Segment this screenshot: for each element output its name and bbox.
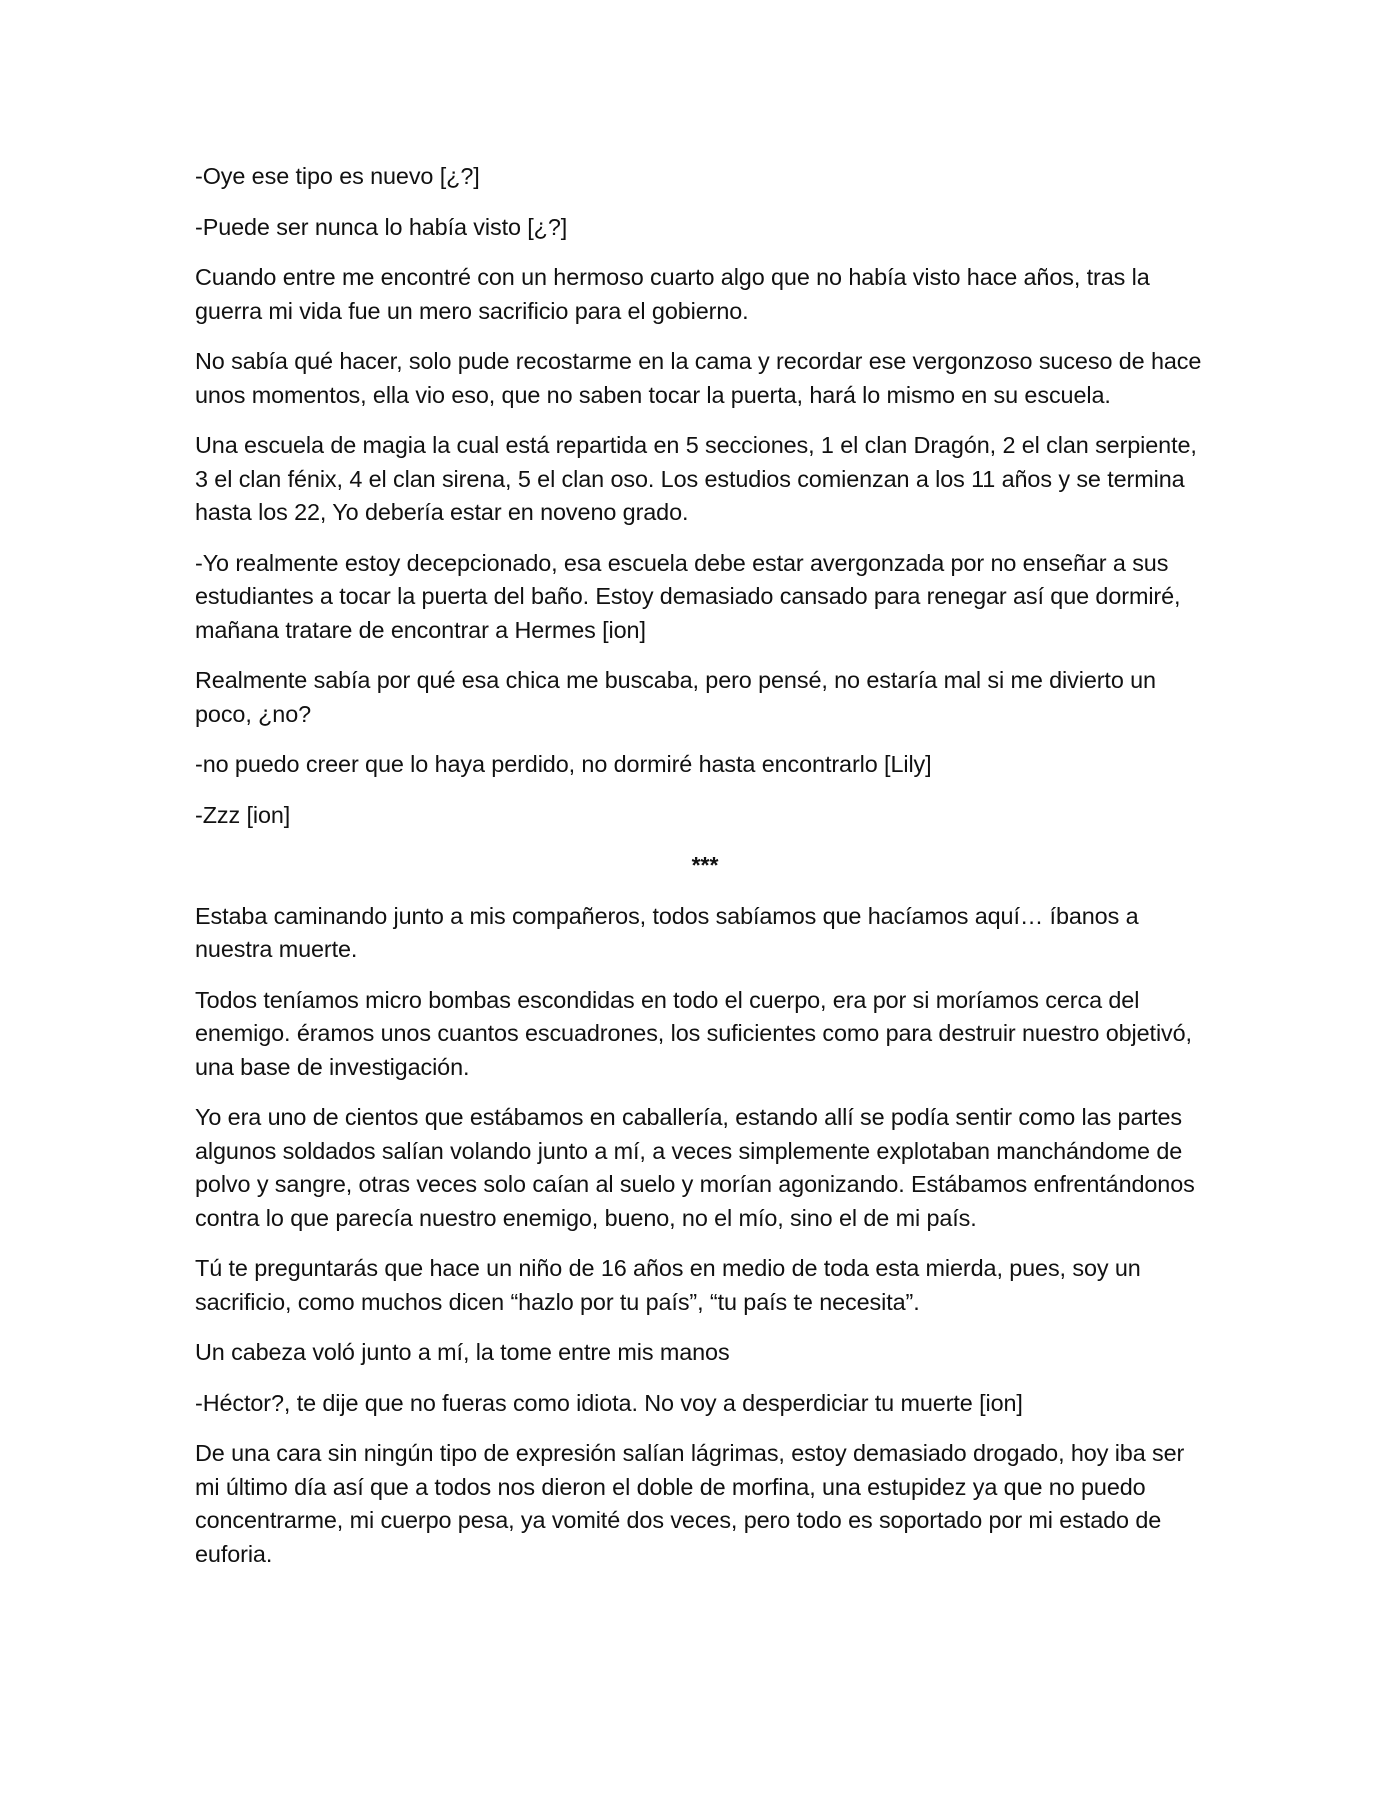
paragraph: Estaba caminando junto a mis compañeros, todos sabíamos que hacíamos aquí… íbanos a nuestra muerte. <box>195 902 1139 962</box>
paragraph: No sabía qué hacer, solo pude recostarme en la cama y recordar ese vergonzoso suceso de hace unos momentos, ella vio eso, que no saben tocar la puerta, hará lo mismo en su escuela. <box>195 348 1202 408</box>
paragraph: -Yo realmente estoy decepcionado, esa escuela debe estar avergonzada por no enseñar a sus estudiantes a tocar la puerta del baño. Estoy demasiado cansado para renegar así que dormiré, mañana tratare de encontrar a Hermes [ion] <box>195 549 1181 643</box>
paragraph: Un cabeza voló junto a mí, la tome entre mis manos <box>195 1339 730 1365</box>
document-body <box>195 160 1215 1588</box>
section-separator: *** <box>691 852 719 878</box>
paragraph: Todos teníamos micro bombas escondidas en todo el cuerpo, era por si moríamos cerca del enemigo. éramos unos cuantos escuadrones, los suficientes como para destruir nuestro objetivó, una base de investigación. <box>195 986 1192 1080</box>
paragraph: -Zzz [ion] <box>195 801 291 828</box>
paragraph: -Oye ese tipo es nuevo [¿?] <box>195 163 480 189</box>
paragraph: Tú te preguntarás que hace un niño de 16 años en medio de toda esta mierda, pues, soy un sacrificio, como muchos dicen “hazlo por tu país”, “tu país te necesita”. <box>195 1255 1141 1315</box>
paragraph: De una cara sin ningún tipo de expresión salían lágrimas, estoy demasiado drogado, hoy iba ser mi último día así que a todos nos dieron el doble de morfina, una estupidez ya que no puedo concentrarme, mi cuerpo pesa, ya vomité dos veces, pero todo es soportado por mi estado de euforia. <box>195 1440 1185 1567</box>
paragraph: Una escuela de magia la cual está repartida en 5 secciones, 1 el clan Dragón, 2 el clan serpiente, 3 el clan fénix, 4 el clan sirena, 5 el clan oso. Los estudios comienzan a los 11 años y se termina hasta los 22, Yo debería estar en noveno grado. <box>195 432 1197 525</box>
paragraph: Yo era uno de cientos que estábamos en caballería, estando allí se podía sentir como las partes algunos soldados salían volando junto a mí, a veces simplemente explotaban manchándome de polvo y sangre, otras veces solo caían al suelo y morían agonizando. Estábamos enfrentándonos contra lo que parecía nuestro enemigo, bueno, no el mío, sino el de mi país. <box>195 1104 1195 1231</box>
paragraph: -Puede ser nunca lo había visto [¿?] <box>195 213 568 240</box>
paragraph: Realmente sabía por qué esa chica me buscaba, pero pensé, no estaría mal si me divierto un poco, ¿no? <box>195 667 1156 727</box>
paragraph: Cuando entre me encontré con un hermoso cuarto algo que no había visto hace años, tras la guerra mi vida fue un mero sacrificio para el gobierno. <box>195 264 1150 324</box>
paragraph: -no puedo creer que lo haya perdido, no dormiré hasta encontrarlo [Lily] <box>195 751 932 777</box>
paragraph: -Héctor?, te dije que no fueras como idiota. No voy a desperdiciar tu muerte [ion] <box>195 1389 1023 1416</box>
